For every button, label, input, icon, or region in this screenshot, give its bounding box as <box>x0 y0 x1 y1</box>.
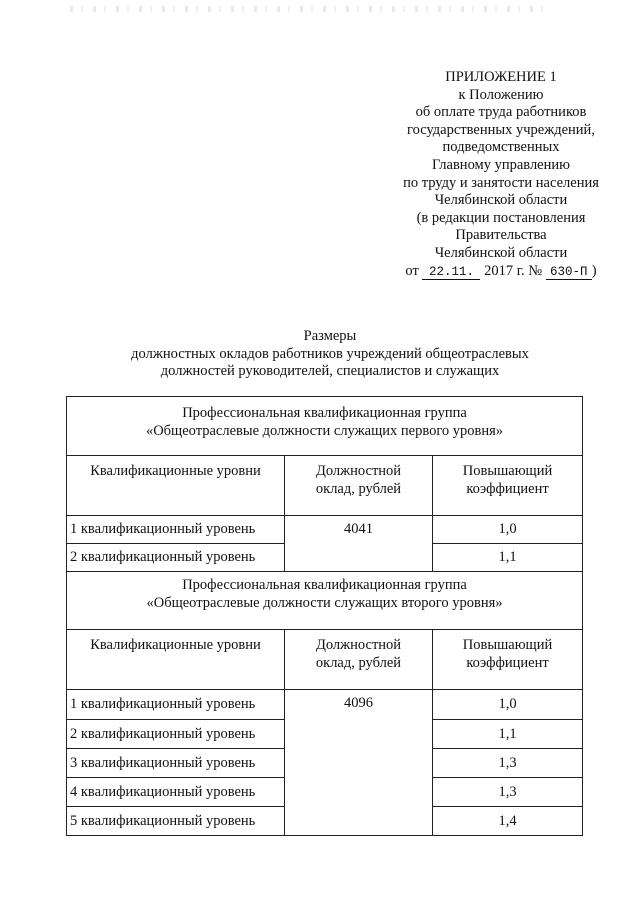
level-cell: 2 квалификационный уровень <box>67 720 285 749</box>
col-header-level: Квалификационные уровни <box>67 456 285 516</box>
column-header-row <box>67 630 583 690</box>
level-cell: 5 квалификационный уровень <box>67 807 285 836</box>
group-title-line: Профессиональная квалификационная группа <box>182 577 467 593</box>
col-header-coefficient: Повышающий коэффициент <box>433 630 583 690</box>
group-title-row <box>67 572 583 630</box>
level-cell: 2 квалификационный уровень <box>67 544 285 572</box>
date-year: 2017 г. № <box>484 262 543 279</box>
appendix-header <box>370 69 632 280</box>
column-header-row <box>67 456 583 516</box>
level-cell: 4 квалификационный уровень <box>67 778 285 807</box>
coefficient-cell: 1,1 <box>433 544 583 572</box>
appendix-line: Правительства <box>455 227 547 244</box>
appendix-line: об оплате труда работников <box>415 104 587 121</box>
title-line: Размеры <box>303 328 357 344</box>
appendix-date-line <box>370 263 632 281</box>
level-cell: 1 квалификационный уровень <box>67 690 285 720</box>
salary-cell: 4096 <box>285 690 433 836</box>
salary-table <box>66 396 583 836</box>
table-row <box>67 516 583 544</box>
number-value: 630-П <box>546 265 592 280</box>
table-row <box>67 690 583 720</box>
coefficient-cell: 1,3 <box>433 778 583 807</box>
document-title <box>60 328 600 381</box>
col-header-salary: Должностной оклад, рублей <box>285 456 433 516</box>
date-prefix: от <box>405 262 419 279</box>
col-header-level: Квалификационные уровни <box>67 630 285 690</box>
number-suffix: ) <box>591 262 597 279</box>
appendix-line: (в редакции постановления <box>416 209 586 226</box>
appendix-line: Челябинской области <box>434 192 568 209</box>
col-header-coefficient: Повышающий коэффициент <box>433 456 583 516</box>
col-header-salary: Должностной оклад, рублей <box>285 630 433 690</box>
coefficient-cell: 1,0 <box>433 690 583 720</box>
level-cell: 1 квалификационный уровень <box>67 516 285 544</box>
appendix-line: к Положению <box>458 86 544 103</box>
appendix-line: Челябинской области <box>434 244 568 261</box>
group-title-row <box>67 397 583 456</box>
coefficient-cell: 1,3 <box>433 749 583 778</box>
coefficient-cell: 1,0 <box>433 516 583 544</box>
title-line: должностей руководителей, специалистов и служащих <box>160 363 500 379</box>
coefficient-cell: 1,1 <box>433 720 583 749</box>
group-title <box>67 397 583 456</box>
appendix-title: ПРИЛОЖЕНИЕ 1 <box>445 69 557 85</box>
group-title-line: Профессиональная квалификационная группа <box>182 405 467 421</box>
group-title-line: «Общеотраслевые должности служащих второго уровня» <box>146 595 503 611</box>
appendix-line: по труду и занятости населения <box>403 174 599 191</box>
salary-cell: 4041 <box>285 516 433 572</box>
appendix-line: государственных учреждений, <box>407 121 595 138</box>
level-cell: 3 квалификационный уровень <box>67 749 285 778</box>
group-title <box>67 572 583 630</box>
scan-noise <box>70 6 550 12</box>
title-line: должностных окладов работников учреждений общеотраслевых <box>131 345 529 362</box>
appendix-line: Главному управлению <box>432 156 570 173</box>
appendix-line: подведомственных <box>442 139 560 156</box>
group-title-line: «Общеотраслевые должности служащих первого уровня» <box>145 423 504 439</box>
coefficient-cell: 1,4 <box>433 807 583 836</box>
date-value: 22.11. <box>422 265 480 280</box>
